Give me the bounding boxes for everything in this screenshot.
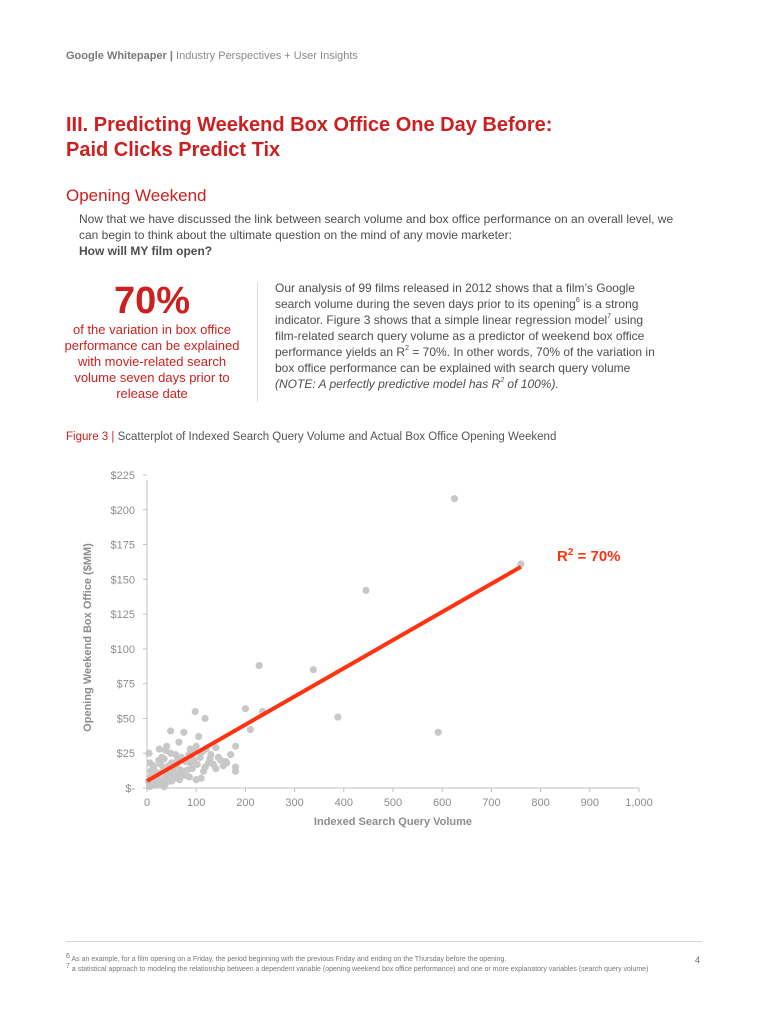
data-point [166,773,173,780]
figure-separator: | [111,431,115,443]
data-point [242,705,249,712]
data-point [362,587,369,594]
x-tick-label: 100 [187,797,206,809]
note-exponent: 2 [500,377,505,384]
page-number: 4 [695,955,701,965]
data-point [212,765,219,772]
data-point [176,776,183,783]
data-point [201,715,208,722]
footnote-ref-7: 7 [607,313,612,320]
x-tick-label: 500 [383,797,403,809]
data-point [192,708,199,715]
data-point [247,726,254,733]
data-point [167,727,174,734]
analysis-text-2: is a strong indicator. Figure 3 shows that a simple linear regression model [275,297,639,327]
data-point [158,754,165,761]
data-point [256,662,263,669]
data-point [200,768,207,775]
analysis-text-3: using film-related search query volume as a predictor of weekend box office performance yields an R [275,313,645,359]
data-point [167,750,174,757]
data-point [163,743,170,750]
x-tick-label: 600 [433,797,452,809]
footnote-6-number: 6 [66,953,70,960]
analysis-note [275,377,559,391]
data-point [207,751,214,758]
data-point [232,743,239,750]
x-tick-label: 400 [334,797,353,809]
r-squared-exponent: 2 [405,345,409,352]
data-point [175,738,182,745]
note-text-2: of 100%). [504,377,559,391]
y-tick-label: $25 [116,748,135,761]
data-point [195,733,202,740]
stat-callout [64,280,240,402]
data-point [227,751,234,758]
y-axis-title: Opening Weekend Box Office ($MM) [82,543,94,732]
annotation-exponent: 2 [567,547,574,558]
stat-caption: of the variation in box office performance can be explained with movie-related search volume seven days prior to release date [64,322,240,401]
footnote-6-text: As an example, for a film opening on a Friday, the period beginning with the previous Friday and ending on the Thursday before the opening. [71,956,507,963]
title-line-1: III. Predicting Weekend Box Office One Day Before: [66,114,553,136]
y-tick-label: $150 [110,574,135,587]
header-brand: Google Whitepaper [66,50,167,62]
header-section: Industry Perspectives + User Insights [176,50,358,62]
footnote-7 [66,965,696,975]
data-point [193,743,200,750]
y-tick-label: $- [125,783,135,795]
title-line-2: Paid Clicks Predict Tix [66,139,281,161]
footnote-6 [66,955,696,965]
annotation-base: R [557,548,568,565]
y-tick-label: $125 [110,609,135,622]
data-point [145,750,152,757]
y-tick-label: $225 [110,470,135,482]
header-separator: | [169,50,173,62]
figure-caption [66,431,556,443]
x-tick-label: 700 [482,797,501,809]
data-point [156,745,163,752]
data-point [180,729,187,736]
x-tick-label: 0 [143,797,151,809]
y-tick-label: $200 [110,504,135,517]
section-heading: Opening Weekend [66,186,207,205]
data-point [220,762,227,769]
data-point [232,768,239,775]
footnote-7-number: 7 [66,963,70,970]
analysis-text-1: Our analysis of 99 films released in 2012 shows that a film’s Google search volume during the seven days prior to its opening [275,281,635,311]
data-point [153,782,160,789]
stat-value: 70% [113,280,191,322]
data-point [146,783,153,790]
analysis-paragraph [275,280,655,392]
footnote-divider [66,941,702,942]
intro-question: How will MY film open? [79,244,213,258]
y-tick-label: $50 [116,713,135,726]
figure-caption-text: Scatterplot of Indexed Search Query Volume and Actual Box Office Opening Weekend [117,431,557,443]
y-tick-label: $100 [110,643,135,656]
data-point [149,765,156,772]
data-point [161,783,168,790]
figure-label: Figure 3 [66,431,109,443]
x-tick-label: 1,000 [625,797,653,809]
annotation-value: = 70% [573,548,621,565]
data-point [205,759,212,766]
page-title [66,113,686,163]
analysis-text-4: = 70%. In other words, 70% of the variation in box office performance can be explained with search query volume [275,345,655,375]
note-text-1: (NOTE: A perfectly predictive model has R [275,377,501,391]
data-point [435,729,442,736]
x-tick-label: 800 [531,797,550,809]
data-point [310,666,317,673]
data-point [193,776,200,783]
intro-paragraph [79,211,679,259]
y-tick-label: $175 [110,539,135,552]
footnote-7-text: a statistical approach to modeling the relationship between a dependent variable (opening weekend box office performance) and one or more explanatory variables (search query volume) [71,966,649,973]
x-tick-label: 200 [236,797,255,809]
x-tick-label: 900 [580,797,599,809]
trend-line [147,567,521,781]
x-axis-title: Indexed Search Query Volume [313,816,473,828]
data-point [334,713,341,720]
data-point [215,754,222,761]
scatter-chart [0,460,768,840]
intro-text: Now that we have discussed the link between search volume and box office performance on an overall level, we can begin to think about the ultimate question on the mind of any movie marketer: [79,212,674,242]
column-divider [257,282,258,402]
x-tick-label: 300 [285,797,304,809]
data-point [451,495,458,502]
r-squared-annotation [557,547,621,565]
page-header [66,50,358,62]
y-tick-label: $75 [116,678,135,691]
footnote-ref-6: 6 [575,297,580,304]
